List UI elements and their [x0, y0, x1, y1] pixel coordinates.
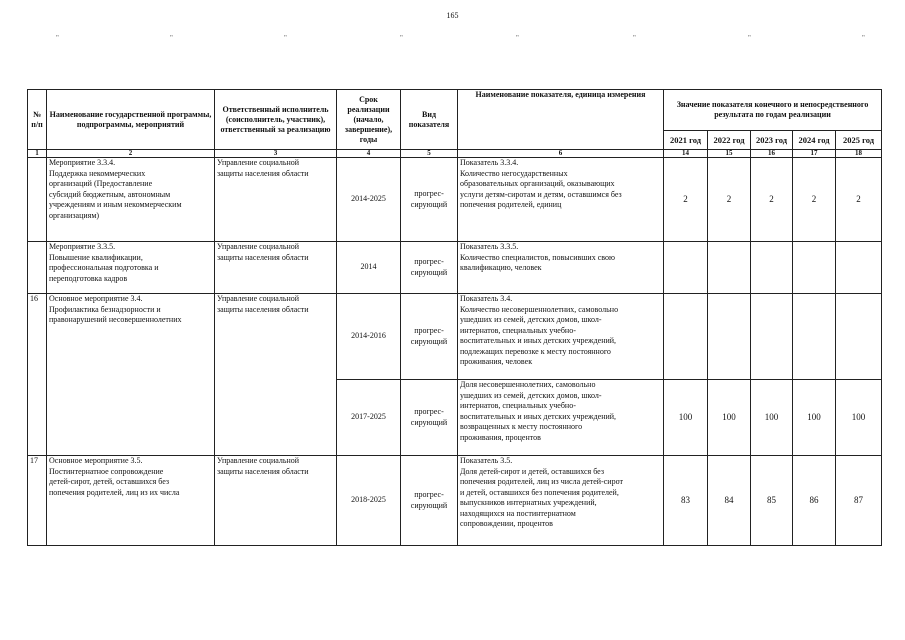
- table-row: [28, 158, 882, 242]
- row-type: прогрес-сирующий: [401, 294, 458, 380]
- column-number: 4: [337, 150, 401, 158]
- row-responsible: Управление социальной защиты населения области: [215, 294, 337, 456]
- row-name: Мероприятие 3.3.5. Повышение квалификации, профессиональная подготовка и переподготовка кадров: [47, 242, 215, 294]
- row-type: прогрес-сирующий: [401, 242, 458, 294]
- row-num: [28, 242, 47, 294]
- row-indicator: Показатель 3.4. Количество несовершеннолетних, самовольно ушедших из семей, детских домов, школ- интернатов, специальных учебно- воспитательных и иных детских учреждений, подлежащих перевозке к месту постоянного проживания, человек: [458, 294, 664, 380]
- row-value: [836, 242, 882, 294]
- scan-mark: ": [170, 34, 173, 42]
- header-year: 2021 год: [664, 131, 708, 150]
- row-responsible: Управление социальной защиты населения области: [215, 158, 337, 242]
- row-value: 100: [708, 380, 751, 456]
- row-period: 2014: [337, 242, 401, 294]
- page-number: 165: [446, 11, 459, 20]
- table-row: [28, 294, 882, 380]
- row-value: [836, 294, 882, 380]
- column-number: 6: [458, 150, 664, 158]
- column-number: 18: [836, 150, 882, 158]
- row-value: 100: [793, 380, 836, 456]
- row-name: Основное мероприятие 3.5. Постинтернатное сопровождение детей-сирот, детей, оставшихся без попечения родителей, лиц из их числа: [47, 456, 215, 546]
- column-number: 16: [751, 150, 793, 158]
- column-number: 2: [47, 150, 215, 158]
- table-row: [28, 242, 882, 294]
- indicators-table: [27, 89, 882, 546]
- row-period: 2014-2016: [337, 294, 401, 380]
- header-year: 2025 год: [836, 131, 882, 150]
- row-value: [708, 242, 751, 294]
- row-value: 83: [664, 456, 708, 546]
- row-value: [751, 294, 793, 380]
- row-type: прогрес-сирующий: [401, 380, 458, 456]
- row-value: 85: [751, 456, 793, 546]
- scan-mark: ": [862, 34, 865, 42]
- row-num: [28, 158, 47, 242]
- header-name: Наименование государственной программы, подпрограммы, мероприятий: [47, 90, 215, 150]
- row-value: 2: [664, 158, 708, 242]
- row-num: 16: [28, 294, 47, 456]
- scan-mark: ": [56, 34, 59, 42]
- column-number: 3: [215, 150, 337, 158]
- table-row: [28, 456, 882, 546]
- row-value: 2: [708, 158, 751, 242]
- row-value: 2: [751, 158, 793, 242]
- scan-mark: ": [633, 34, 636, 42]
- row-period: 2018-2025: [337, 456, 401, 546]
- row-name: Мероприятие 3.3.4. Поддержка некоммерческих организаций (Предоставление субсидий бюджетным, автономным учреждениям и иным некоммерческим организациям): [47, 158, 215, 242]
- column-number: 1: [28, 150, 47, 158]
- scan-mark: ": [284, 34, 287, 42]
- column-number: 15: [708, 150, 751, 158]
- row-period: 2014-2025: [337, 158, 401, 242]
- row-value: 84: [708, 456, 751, 546]
- row-indicator: Показатель 3.3.4. Количество негосударственных образовательных организаций, оказывающих услуги детям-сиротам и детям, оставшимся без попечения родителей, единиц: [458, 158, 664, 242]
- row-num: 17: [28, 456, 47, 546]
- row-value: 100: [664, 380, 708, 456]
- row-type: прогрес-сирующий: [401, 158, 458, 242]
- header-period: Срок реализации (начало, завершение), годы: [337, 90, 401, 150]
- header-year: 2023 год: [751, 131, 793, 150]
- row-type: прогрес-сирующий: [401, 456, 458, 546]
- row-value: 87: [836, 456, 882, 546]
- row-value: [708, 294, 751, 380]
- header-indicator: Наименование показателя, единица измерения: [458, 90, 664, 150]
- row-responsible: Управление социальной защиты населения области: [215, 456, 337, 546]
- header-type: Вид показателя: [401, 90, 458, 150]
- scan-mark: ": [516, 34, 519, 42]
- column-number: 5: [401, 150, 458, 158]
- row-value: [664, 294, 708, 380]
- column-number: 17: [793, 150, 836, 158]
- row-value: 100: [751, 380, 793, 456]
- header-responsible: Ответственный исполнитель (соисполнитель, участник), ответственный за реализацию: [215, 90, 337, 150]
- row-indicator: Показатель 3.3.5. Количество специалистов, повысивших свою квалификацию, человек: [458, 242, 664, 294]
- row-value: 2: [836, 158, 882, 242]
- row-value: [793, 294, 836, 380]
- row-responsible: Управление социальной защиты населения области: [215, 242, 337, 294]
- header-year: 2024 год: [793, 131, 836, 150]
- header-values-group: Значение показателя конечного и непосредственного результата по годам реализации: [664, 90, 882, 131]
- row-value: [793, 242, 836, 294]
- scan-marks: [0, 34, 905, 42]
- row-value: 2: [793, 158, 836, 242]
- column-number: 14: [664, 150, 708, 158]
- scan-mark: ": [748, 34, 751, 42]
- row-indicator: Показатель 3.5. Доля детей-сирот и детей, оставшихся без попечения родителей, лиц из числа детей-сирот и детей, оставшихся без попечения родителей, выпускников интернатных учреждений, находящихся на постинтернатном сопровождении, процентов: [458, 456, 664, 546]
- row-value: 86: [793, 456, 836, 546]
- header-year: 2022 год: [708, 131, 751, 150]
- scan-mark: ": [400, 34, 403, 42]
- row-indicator: Доля несовершеннолетних, самовольно ушедших из семей, детских домов, школ- интернатов, специальных учебно- воспитательных и иных детских учреждений, возвращенных к месту постоянного проживания, процентов: [458, 380, 664, 456]
- row-value: [751, 242, 793, 294]
- row-period: 2017-2025: [337, 380, 401, 456]
- header-num: № п/п: [28, 90, 47, 150]
- row-value: [664, 242, 708, 294]
- row-name: Основное мероприятие 3.4. Профилактика безнадзорности и правонарушений несовершеннолетних: [47, 294, 215, 456]
- row-value: 100: [836, 380, 882, 456]
